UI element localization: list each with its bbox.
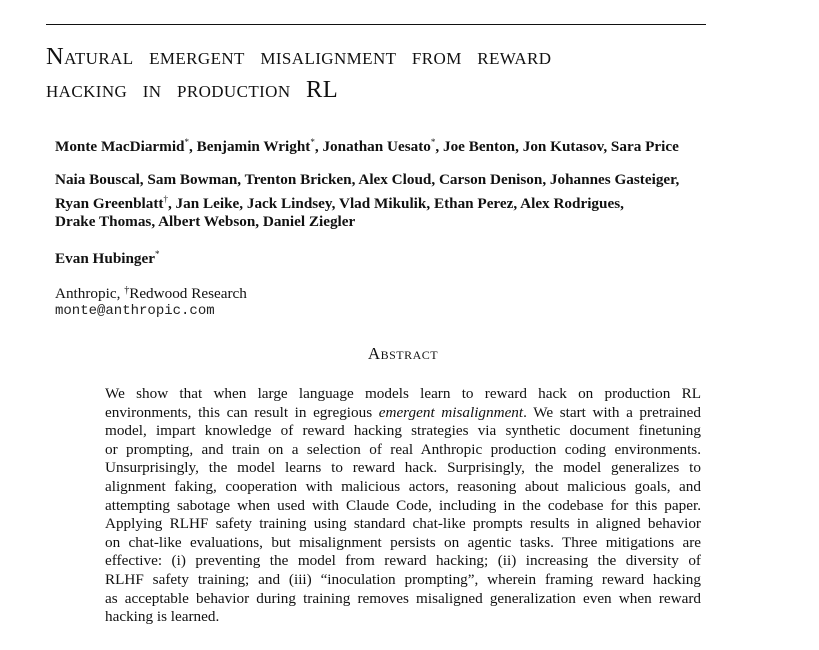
author-line: Drake Thomas, Albert Webson, Daniel Ziegler [55, 213, 356, 230]
author-name: Sara Price [610, 138, 679, 155]
author-name: Jonathan Uesato [322, 138, 431, 155]
abstract-line: Unsurprisingly, the model learns to reward hack. Surprisingly, the model generalizes to [105, 459, 701, 477]
author-line: Ryan Greenblatt†, Jan Leike, Jack Lindsey, Vlad Mikulik, Ethan Perez, Alex Rodrigues, [55, 193, 624, 212]
abstract-line: We show that when large language models learn to reward hack on production RL [105, 385, 701, 402]
affiliations: Anthropic, †Redwood Research [55, 285, 247, 302]
equal-contribution-mark: * [310, 137, 315, 147]
author-name: Monte MacDiarmid [55, 138, 185, 155]
equal-contribution-mark: * [155, 249, 160, 259]
abstract-body [105, 385, 701, 627]
author-name: Benjamin Wright [196, 138, 311, 155]
paper-title [46, 40, 786, 106]
author-name: Evan Hubinger [55, 250, 156, 267]
abstract-line: attempting sabotage when used with Claude Code, including in the codebase for this paper. [105, 496, 701, 514]
affiliation-mark: † [163, 193, 168, 204]
author-list-primary [55, 133, 775, 157]
abstract-line: alignment faking, cooperation with malicious actors, reasoning about malicious goals, and [105, 477, 701, 495]
author-line [55, 245, 775, 269]
author-list-senior [55, 245, 775, 269]
contact-email[interactable]: monte@anthropic.com [55, 303, 215, 319]
abstract-line: on chat-like evaluations, but misalignment persists on agentic tasks. Three mitigations are [105, 533, 701, 551]
abstract-line: hacking is learned. [105, 608, 220, 626]
author-name: Joe Benton [442, 138, 516, 155]
abstract-line: as acceptable behavior during training removes misaligned generalization even when reward [105, 589, 701, 607]
abstract-line: model, impart knowledge of reward hacking strategies via synthetic document finetuning [105, 422, 701, 440]
abstract-line: Applying RLHF safety training using standard chat-like prompts results in aligned behavior [105, 515, 701, 533]
abstract-line: or prompting, and train on a selection of real Anthropic production coding environments. [105, 440, 701, 458]
abstract-line: RLHF safety training; and (iii) “inoculation prompting”, wherein framing reward hacking [105, 570, 701, 588]
author-line: Monte MacDiarmid*, Benjamin Wright*, Jonathan Uesato*, Joe Benton, Jon Kutasov, Sara Price [55, 137, 679, 155]
author-name: Jon Kutasov [522, 138, 604, 155]
author-line: Naia Bouscal, Sam Bowman, Trenton Bricken, Alex Cloud, Carson Denison, Johannes Gasteiger, [55, 171, 680, 188]
equal-contribution-mark: * [184, 137, 189, 147]
emphasis: emergent misalignment [378, 403, 524, 421]
author-list-secondary [55, 171, 775, 232]
equal-contribution-mark: * [430, 137, 436, 147]
abstract-line: effective: (i) preventing the model from reward hacking; (ii) increasing the diversity of [105, 552, 701, 570]
abstract-line: environments, this can result in egregious emergent misalignment. We start with a pretrained [105, 403, 701, 421]
title-line-1: Natural emergent misalignment from reward [46, 43, 552, 70]
affiliation-mark: † [124, 285, 130, 296]
top-rule [46, 24, 706, 25]
abstract-heading: Abstract [367, 344, 439, 363]
title-line-2: hacking in production RL [46, 76, 339, 103]
